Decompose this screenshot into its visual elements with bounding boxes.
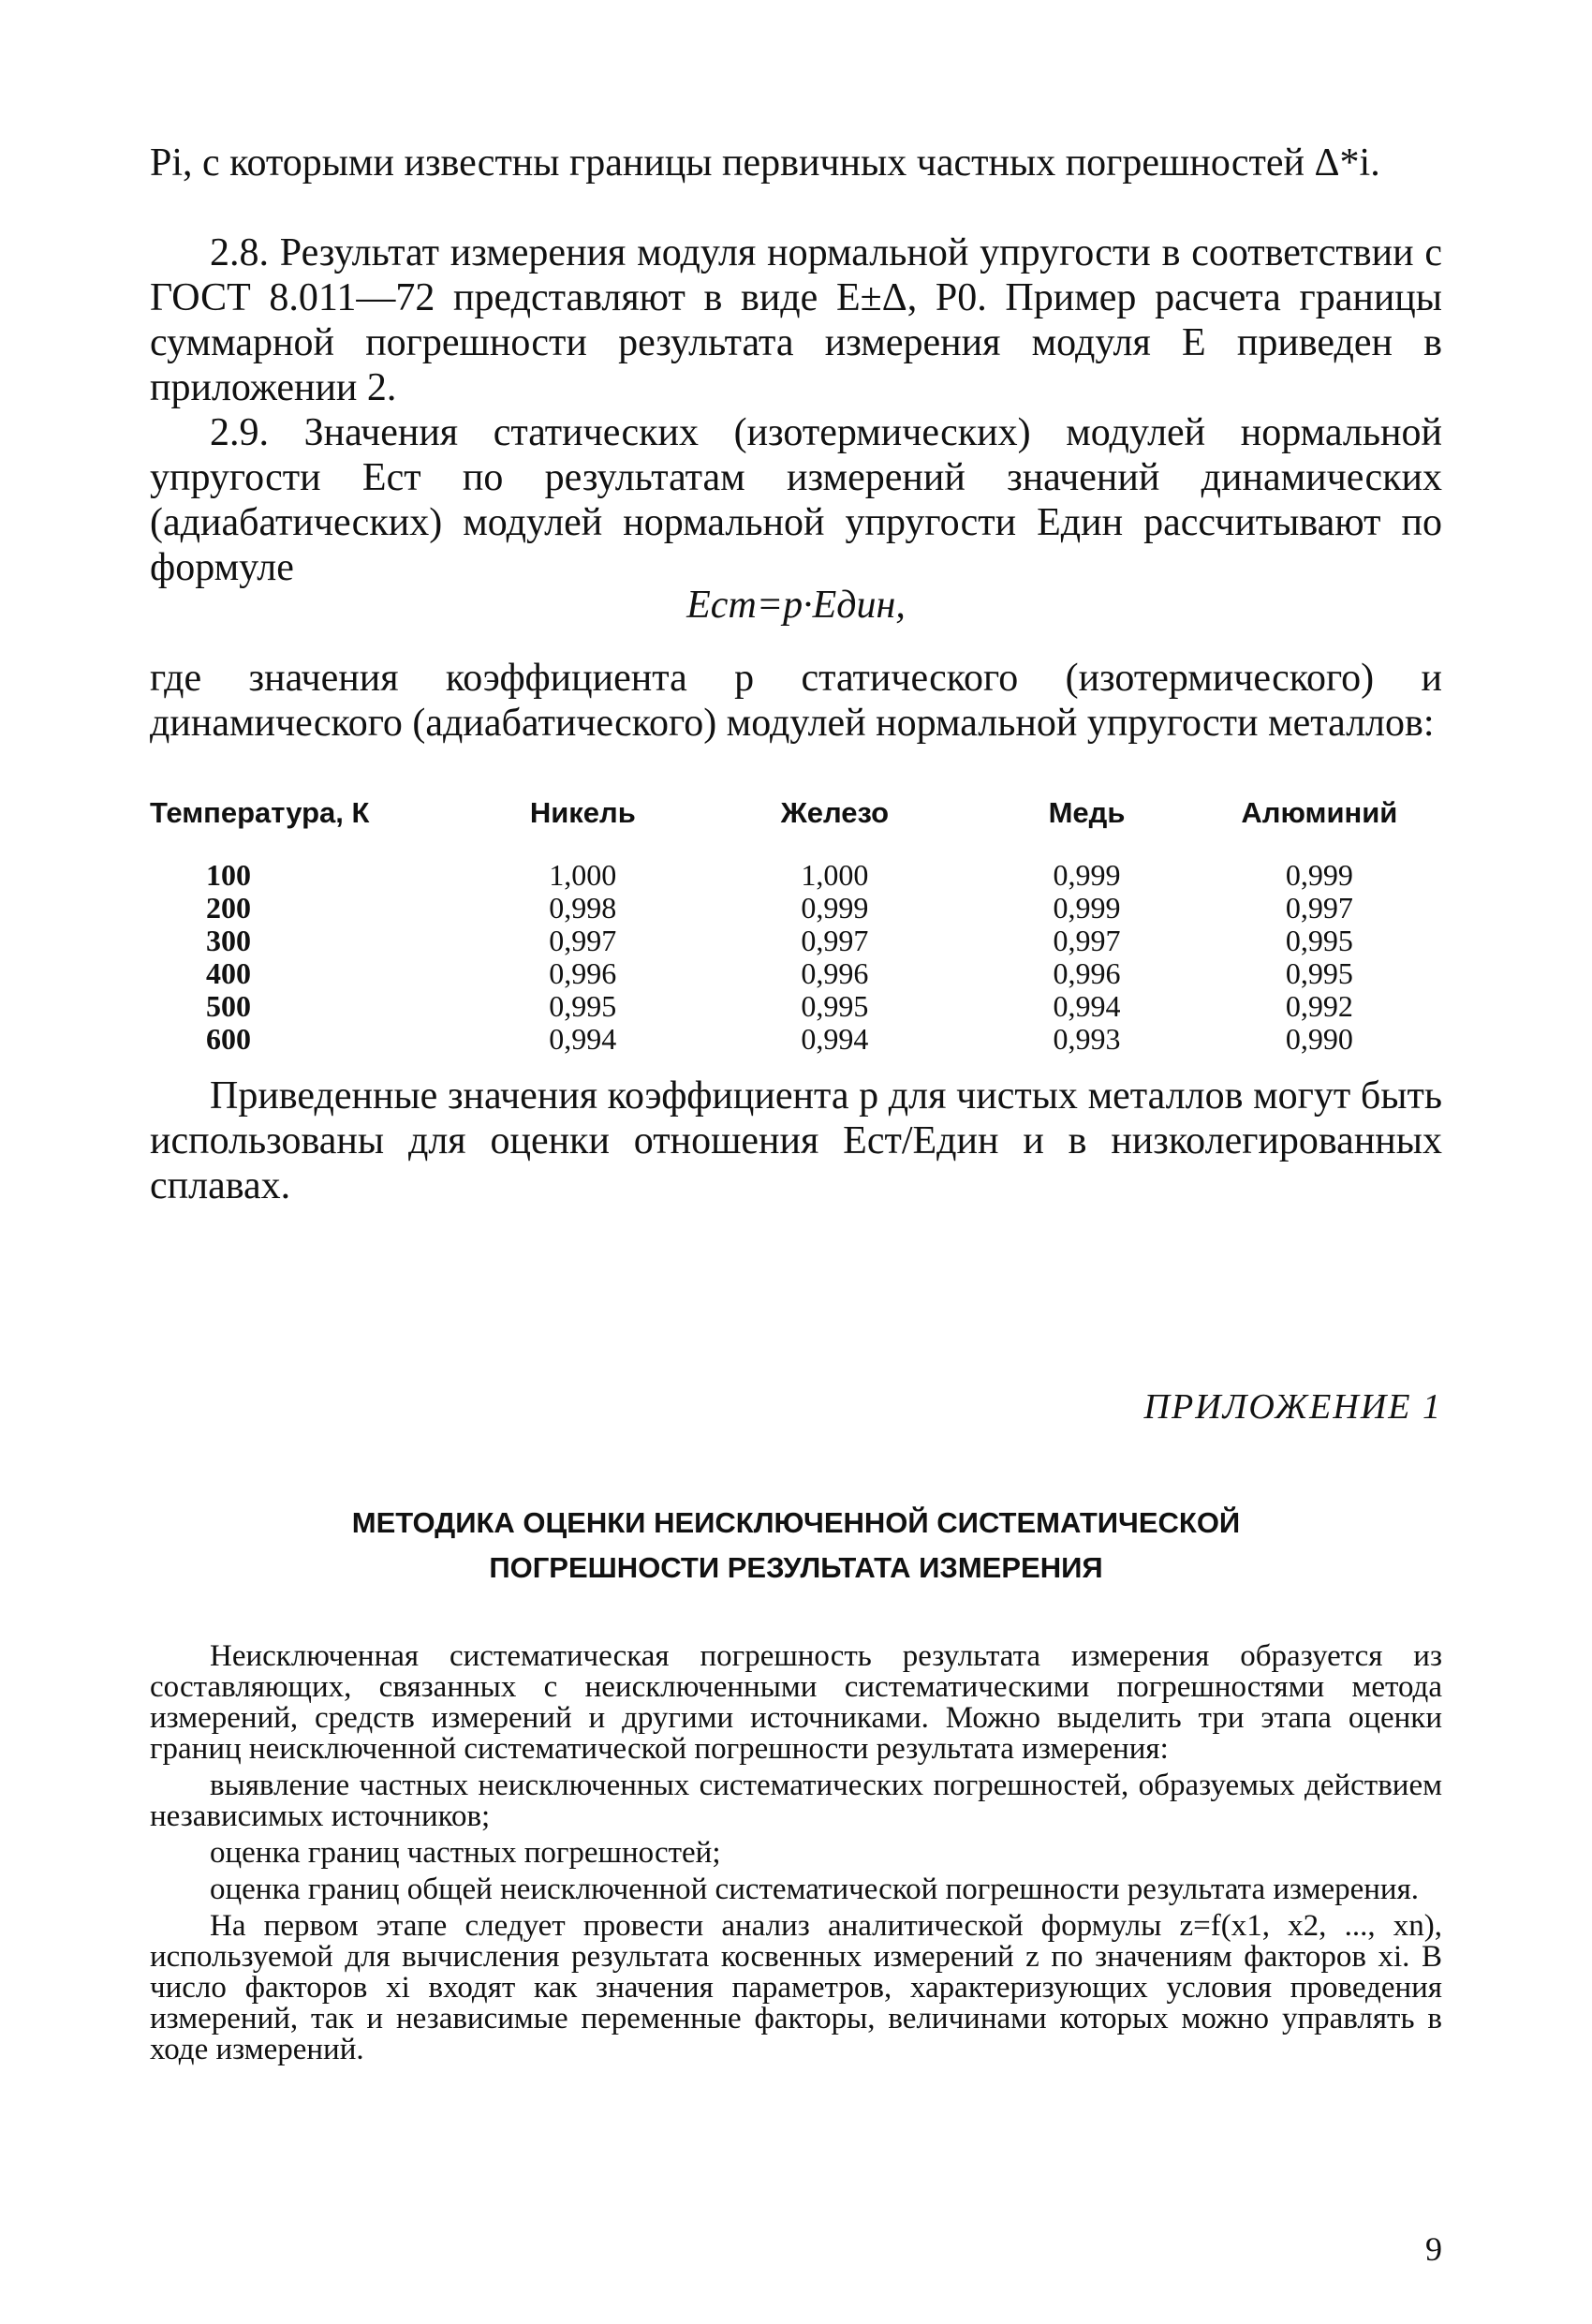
table-row xyxy=(150,1023,1442,1056)
table-cell: 0,994 xyxy=(1053,989,1121,1023)
appendix-paragraph: выявление частных неисключенных систематических погрешностей, образуемых действием независимых источников; xyxy=(150,1769,1442,1833)
table-cell: 0,993 xyxy=(1053,1022,1121,1056)
table-cell: 0,996 xyxy=(801,956,869,990)
paragraph-coefficient-intro: где значения коэффициента p статического (изотермического) и динамического (адиабатического) модулей нормальной упругости металлов: xyxy=(150,657,1442,745)
appendix-paragraph: оценка границ общей неисключенной систематической погрешности результата измерения. xyxy=(210,1873,1419,1906)
table-cell: 500 xyxy=(206,989,251,1023)
paragraph-continuation: Pi, с которыми известны границы первичных частных погрешностей Δ*i. xyxy=(150,141,1380,185)
table-cell: 0,992 xyxy=(1285,989,1353,1023)
paragraph-2-8: 2.8. Результат измерения модуля нормальной упругости в соответствии с ГОСТ 8.011—72 представляют в виде E±Δ, P0. Пример расчета границы суммарной погрешности результата измерения модуля E приведен в приложении 2. xyxy=(150,231,1442,409)
table-cell: 0,994 xyxy=(549,1022,617,1056)
appendix-heading xyxy=(0,1501,1592,1591)
table-row xyxy=(150,892,1442,925)
table-cell: 0,995 xyxy=(1285,924,1353,957)
header-copper: Медь xyxy=(1048,796,1126,829)
table-cell: 0,996 xyxy=(549,956,617,990)
table-cell: 400 xyxy=(206,956,251,990)
table-header-row xyxy=(150,796,1442,859)
appendix-body xyxy=(150,1641,1442,2071)
table-cell: 100 xyxy=(206,858,251,892)
table-cell: 0,997 xyxy=(1285,891,1353,925)
appendix-paragraph: На первом этапе следует провести анализ аналитической формулы z=f(x1, x2, ..., xn), используемой для вычисления результата косвенных измерений z по значениям факторов xi. В число факторов xi входят как значения параметров, характеризующих условия проведения измерений, так и независимые переменные факторы, величинами которых можно управлять в ходе измерений. xyxy=(150,1909,1442,2066)
table-cell: 0,997 xyxy=(801,924,869,957)
table-row xyxy=(150,990,1442,1023)
appendix-label: ПРИЛОЖЕНИЕ 1 xyxy=(1143,1387,1442,1427)
table-row xyxy=(150,957,1442,990)
paragraph-2-9: 2.9. Значения статических (изотермических) модулей нормальной упругости Eст по результатам измерений значений динамических (адиабатических) модулей нормальной упругости Eдин рассчитывают по формуле xyxy=(150,411,1442,589)
appendix-paragraph: Неисключенная систематическая погрешность результата измерения образуется из составляющих, связанных с неисключенными систематическими погрешностями метода измерений, средств измерений и другими источниками. Можно выделить три этапа оценки границ неисключенной систематической погрешности результата измерения: xyxy=(150,1639,1442,1766)
table-cell: 0,997 xyxy=(549,924,617,957)
table-cell: 0,996 xyxy=(1053,956,1121,990)
table-cell: 600 xyxy=(206,1022,251,1056)
table-cell: 0,999 xyxy=(1053,858,1121,892)
table-cell: 200 xyxy=(206,891,251,925)
appendix-paragraph: оценка границ частных погрешностей; xyxy=(210,1836,721,1870)
table-cell: 0,999 xyxy=(1053,891,1121,925)
header-aluminium: Алюминий xyxy=(1241,796,1398,829)
table-cell: 0,999 xyxy=(1285,858,1353,892)
header-nickel: Никель xyxy=(529,796,636,829)
header-temperature: Температура, К xyxy=(150,796,370,829)
table-cell: 1,000 xyxy=(801,858,869,892)
coefficient-table xyxy=(150,796,1442,1056)
table-cell: 0,994 xyxy=(801,1022,869,1056)
formula: Eст=p·Eдин, xyxy=(686,584,906,627)
table-cell: 1,000 xyxy=(549,858,617,892)
table-row xyxy=(150,859,1442,892)
table-cell: 300 xyxy=(206,924,251,957)
heading-line-1: МЕТОДИКА ОЦЕНКИ НЕИСКЛЮЧЕННОЙ СИСТЕМАТИЧЕСКОЙ xyxy=(351,1506,1241,1539)
table-cell: 0,995 xyxy=(1285,956,1353,990)
table-cell: 0,998 xyxy=(549,891,617,925)
table-row xyxy=(150,925,1442,957)
heading-line-2: ПОГРЕШНОСТИ РЕЗУЛЬТАТА ИЗМЕРЕНИЯ xyxy=(489,1551,1103,1584)
paragraph-coefficient-note: Приведенные значения коэффициента p для чистых металлов могут быть использованы для оценки отношения Eст/Eдин и в низколегированных сплавах. xyxy=(150,1074,1442,1207)
table-cell: 0,997 xyxy=(1053,924,1121,957)
table-cell: 0,995 xyxy=(801,989,869,1023)
table-cell: 0,995 xyxy=(549,989,617,1023)
page-number: 9 xyxy=(1425,2230,1442,2268)
header-iron: Железо xyxy=(780,796,890,829)
table-cell: 0,990 xyxy=(1285,1022,1353,1056)
table-cell: 0,999 xyxy=(801,891,869,925)
